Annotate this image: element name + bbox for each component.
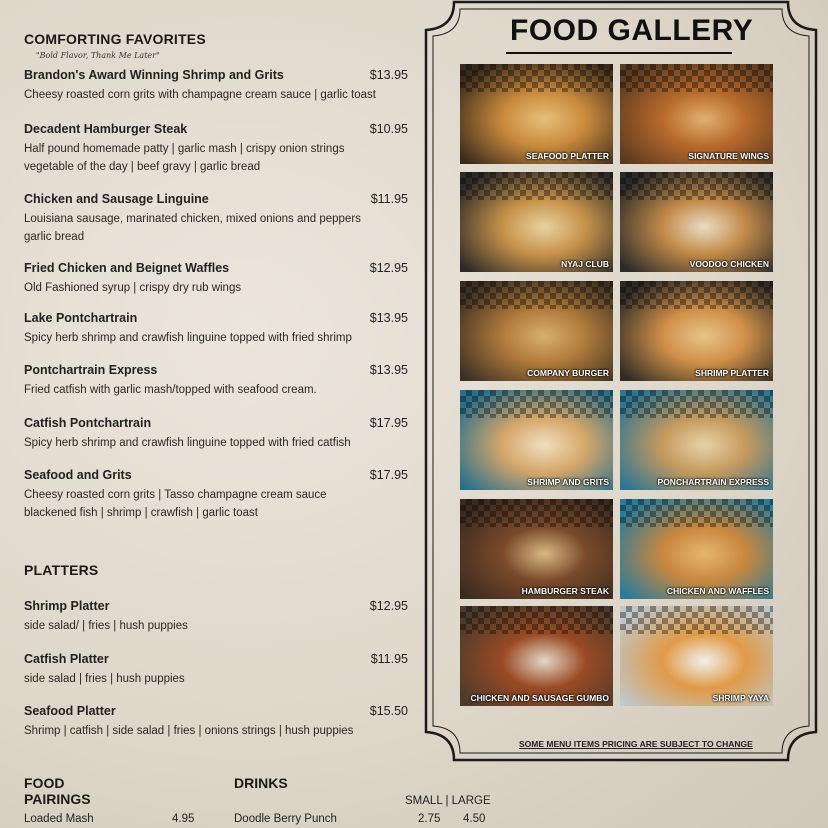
- item-price: $13.95: [369, 363, 408, 377]
- item-description: side salad/ | fries | hush puppies: [24, 620, 188, 632]
- drink-item-name: Doodle Berry Punch: [234, 813, 337, 825]
- checkered-paper: [620, 172, 773, 200]
- item-name: Brandon's Award Winning Shrimp and Grits: [24, 68, 284, 82]
- checkered-paper: [460, 281, 613, 309]
- checkered-paper: [620, 499, 773, 527]
- food-photo-tile: [620, 499, 773, 599]
- food-photo-tile: [460, 64, 613, 164]
- comforting-favorites-title: COMFORTING FAVORITES: [24, 31, 206, 47]
- item-price: $17.95: [369, 468, 408, 482]
- photo-caption: VOODOO CHICKEN: [689, 259, 769, 269]
- item-price: $13.95: [369, 68, 408, 82]
- photo-caption: COMPANY BURGER: [527, 368, 609, 378]
- pricing-disclaimer: SOME MENU ITEMS PRICING ARE SUBJECT TO CHANGE: [519, 739, 753, 749]
- item-description: Old Fashioned syrup | crispy dry rub wings: [24, 282, 242, 294]
- checkered-paper: [460, 499, 613, 527]
- photo-caption: PONCHARTRAIN EXPRESS: [657, 477, 769, 487]
- pairing-item-price: 4.95: [172, 813, 195, 825]
- drinks-title: DRINKS: [234, 775, 288, 791]
- checkered-paper: [460, 64, 613, 92]
- item-name: Chicken and Sausage Linguine: [24, 192, 209, 206]
- item-description: Cheesy roasted corn grits | Tasso champagne cream sauce blackened fish | shrimp | crawfish | garlic toast: [24, 489, 327, 519]
- photo-caption: HAMBURGER STEAK: [521, 586, 609, 596]
- checkered-paper: [460, 606, 613, 634]
- item-description: Shrimp | catfish | side salad | fries | onions strings | hush puppies: [24, 725, 354, 737]
- item-description: Cheesy roasted corn grits with champagne cream sauce | garlic toast: [24, 89, 376, 101]
- photo-caption: SHRIMP YAYA: [712, 693, 769, 703]
- food-photo-tile: [620, 64, 773, 164]
- item-name: Seafood Platter: [24, 704, 116, 718]
- platters-title: PLATTERS: [24, 562, 99, 578]
- checkered-paper: [460, 390, 613, 418]
- item-price: $15.50: [369, 704, 408, 718]
- item-name: Shrimp Platter: [24, 599, 110, 613]
- drink-size-header: SMALL | LARGE: [405, 795, 491, 807]
- food-photo-tile: [460, 281, 613, 381]
- food-photo-tile: [620, 606, 773, 706]
- item-description: Spicy herb shrimp and crawfish linguine topped with fried shrimp: [24, 332, 352, 344]
- photo-caption: SIGNATURE WINGS: [688, 151, 769, 161]
- food-photo-tile: [620, 172, 773, 272]
- checkered-paper: [620, 64, 773, 92]
- food-photo-tile: [460, 172, 613, 272]
- item-price: $13.95: [369, 311, 408, 325]
- photo-caption: SEAFOOD PLATTER: [526, 151, 609, 161]
- food-photo-tile: [620, 390, 773, 490]
- checkered-paper: [620, 281, 773, 309]
- pairing-item-name: Loaded Mash: [24, 813, 94, 825]
- item-name: Lake Pontchartrain: [24, 311, 138, 325]
- item-name: Seafood and Grits: [24, 468, 132, 482]
- photo-caption: CHICKEN AND WAFFLES: [666, 586, 769, 596]
- food-pairings-title: FOOD PAIRINGS: [24, 775, 91, 807]
- drink-item-small-price: 2.75: [418, 813, 441, 825]
- checkered-paper: [460, 172, 613, 200]
- item-price: $12.95: [369, 599, 408, 613]
- food-photo-tile: [460, 390, 613, 490]
- title-underline: [506, 52, 732, 54]
- item-description: Louisiana sausage, marinated chicken, mixed onions and peppers garlic bread: [24, 213, 361, 243]
- photo-caption: SHRIMP PLATTER: [695, 368, 769, 378]
- item-name: Decadent Hamburger Steak: [24, 122, 188, 136]
- item-price: $11.95: [370, 192, 408, 206]
- photo-caption: SHRIMP AND GRITS: [527, 477, 609, 487]
- drink-item-large-price: 4.50: [463, 813, 486, 825]
- item-name: Catfish Platter: [24, 652, 109, 666]
- item-description: Spicy herb shrimp and crawfish linguine topped with fried catfish: [24, 437, 351, 449]
- comforting-tagline: "Bold Flavor, Thank Me Later": [36, 51, 160, 60]
- item-name: Pontchartrain Express: [24, 363, 158, 377]
- food-photo-tile: [620, 281, 773, 381]
- food-photo-tile: [460, 606, 613, 706]
- item-name: Catfish Pontchartrain: [24, 416, 152, 430]
- checkered-paper: [620, 390, 773, 418]
- photo-caption: CHICKEN AND SAUSAGE GUMBO: [470, 693, 609, 703]
- food-photo-tile: [460, 499, 613, 599]
- photo-caption: NYAJ CLUB: [561, 259, 609, 269]
- item-price: $17.95: [369, 416, 408, 430]
- checkered-paper: [620, 606, 773, 634]
- item-price: $12.95: [369, 261, 408, 275]
- item-description: side salad | fries | hush puppies: [24, 673, 185, 685]
- item-description: Fried catfish with garlic mash/topped with seafood cream.: [24, 384, 317, 396]
- food-gallery-frame: [424, 0, 818, 762]
- item-name: Fried Chicken and Beignet Waffles: [24, 261, 230, 275]
- item-price: $11.95: [370, 652, 408, 666]
- food-gallery-title: FOOD GALLERY: [510, 14, 754, 47]
- item-description: Half pound homemade patty | garlic mash | crispy onion strings vegetable of the day | beef gravy | garlic bread: [24, 143, 345, 173]
- item-price: $10.95: [369, 122, 408, 136]
